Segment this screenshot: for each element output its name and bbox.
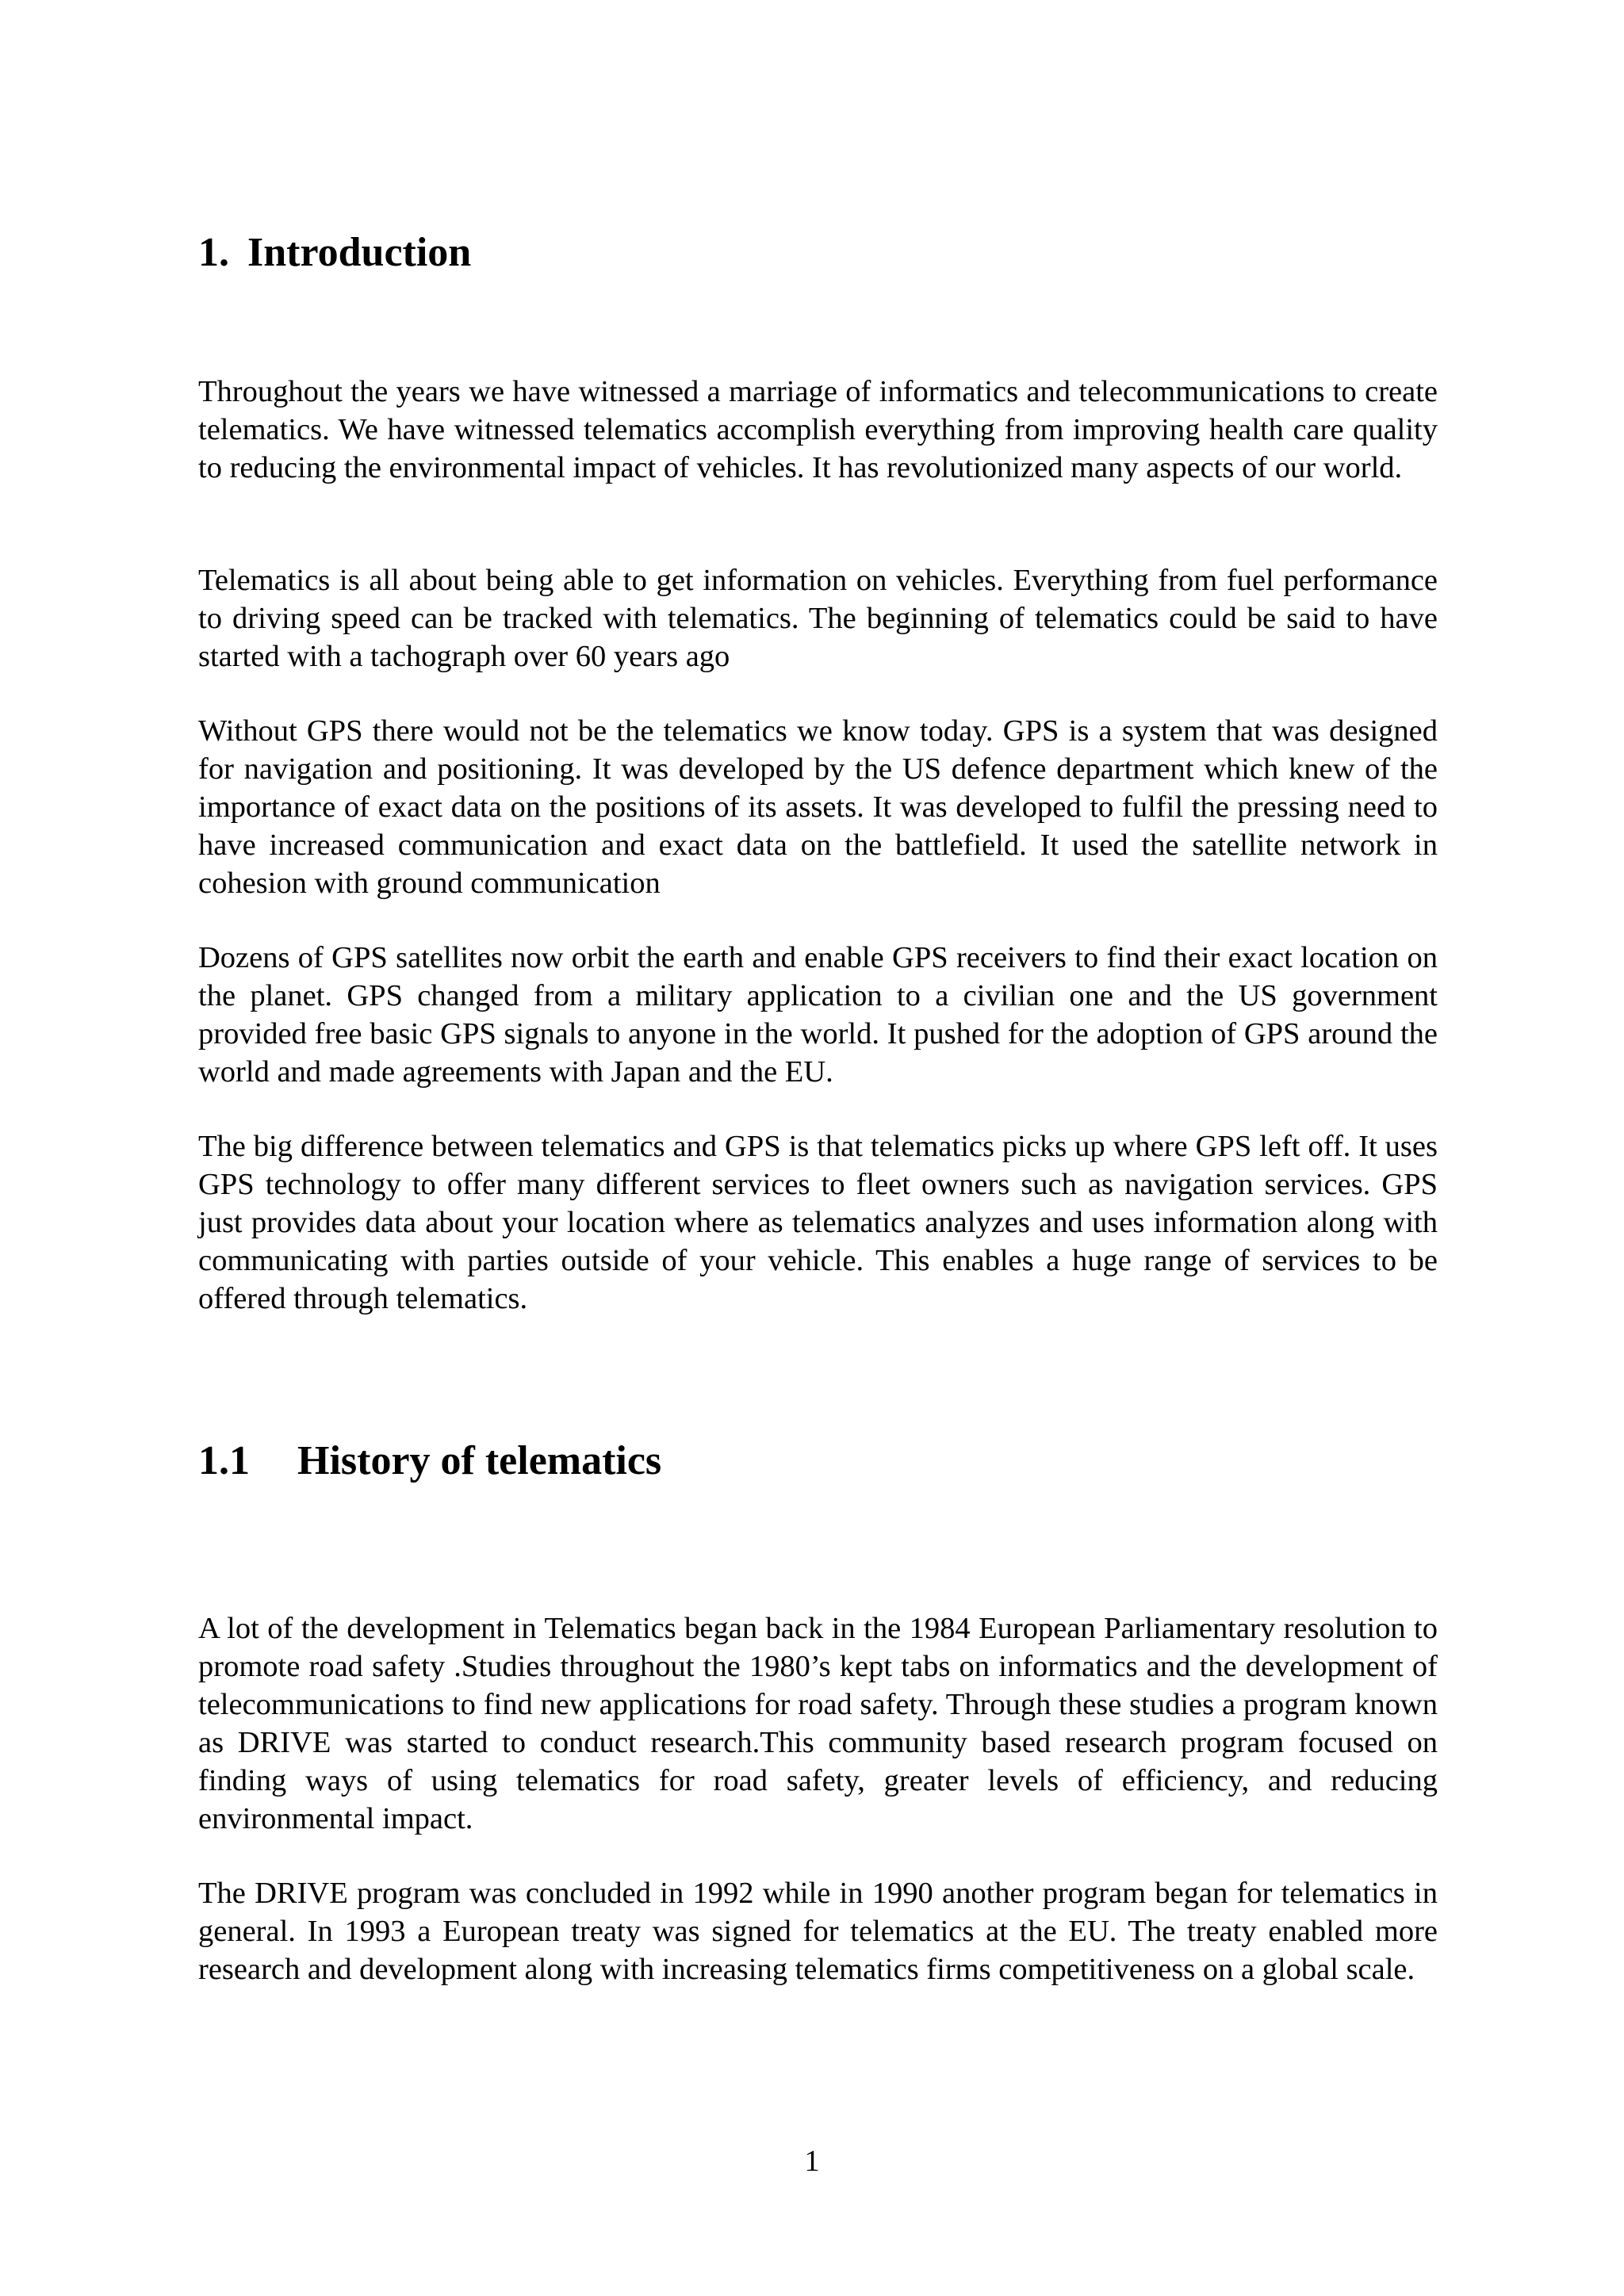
paragraph: Throughout the years we have witnessed a marriage of informatics and telecommunications to create telematics. We have witnessed telematics accomplish everything from improving health care quality to reducing the environmental impact of vehicles. It has revolutionized many aspects of our world.: [198, 375, 1438, 484]
paragraph: Without GPS there would not be the telematics we know today. GPS is a system that was designed for navigation and positioning. It was developed by the US defence department which knew of the importance of exact data on the positions of its assets. It was developed to fulfil the pressing need to have increased communication and exact data on the battlefield. It used the satellite network in cohesion with ground communication: [198, 714, 1438, 900]
section-heading-history: [198, 1437, 661, 1486]
section-title: History of telematics: [297, 1438, 662, 1483]
section-number: 1.1: [198, 1438, 250, 1483]
section-title: Introduction: [247, 230, 472, 275]
paragraph: Telematics is all about being able to get information on vehicles. Everything from fuel performance to driving speed can be tracked with telematics. The beginning of telematics could be said to have started with a tachograph over 60 years ago: [198, 564, 1438, 673]
section-heading-introduction: [198, 228, 471, 277]
section-number: 1.: [198, 230, 229, 275]
paragraph: The DRIVE program was concluded in 1992 while in 1990 another program began for telematics in general. In 1993 a European treaty was signed for telematics at the EU. The treaty enabled more research and development along with increasing telematics firms competitiveness on a global scale.: [198, 1877, 1438, 1986]
paragraph: The big difference between telematics and GPS is that telematics picks up where GPS left off. It uses GPS technology to offer many different services to fleet owners such as navigation services. GPS just provides data about your location where as telematics analyzes and uses information along with communicating with parties outside of your vehicle. This enables a huge range of services to be offered through telematics.: [198, 1130, 1438, 1315]
page-number: 1: [804, 2145, 820, 2178]
paragraph: A lot of the development in Telematics began back in the 1984 European Parliamentary resolution to promote road safety .Studies throughout the 1980’s kept tabs on informatics and the development of telecommunications to find new applications for road safety. Through these studies a program known as DRIVE was started to conduct research.This community based research program focused on finding ways of using telematics for road safety, greater levels of efficiency, and reducing environmental impact.: [198, 1612, 1438, 1835]
paragraph: Dozens of GPS satellites now orbit the earth and enable GPS receivers to find their exact location on the planet. GPS changed from a military application to a civilian one and the US government provided free basic GPS signals to anyone in the world. It pushed for the adoption of GPS around the world and made agreements with Japan and the EU.: [198, 941, 1438, 1089]
